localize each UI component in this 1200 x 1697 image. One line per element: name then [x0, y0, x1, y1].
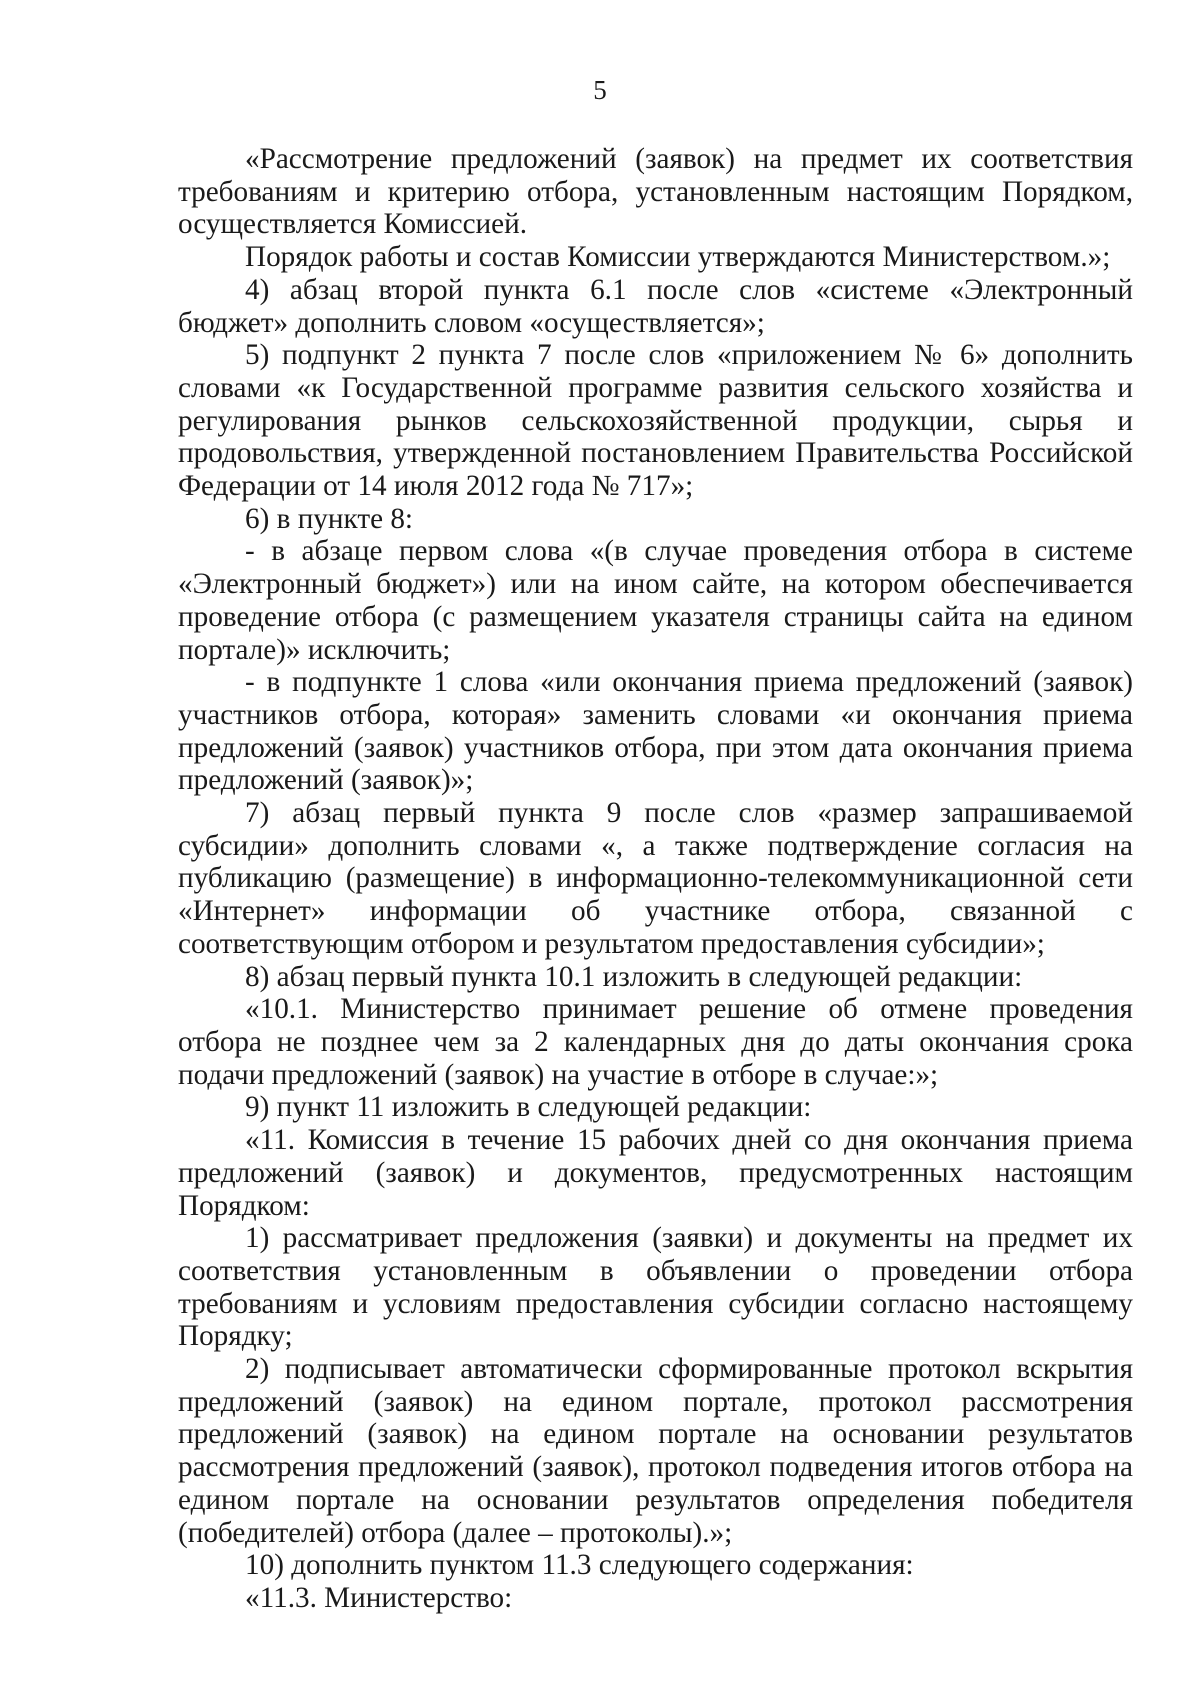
paragraph: Порядок работы и состав Комиссии утверждаются Министерством.»;	[245, 241, 1111, 274]
paragraph: 4) абзац второй пункта 6.1 после слов «системе «Электронный бюджет» дополнить словом «осуществляется»;	[178, 273, 1133, 339]
document-body	[178, 143, 1133, 1615]
paragraph: 6) в пункте 8:	[245, 502, 414, 535]
paragraph: 10) дополнить пунктом 11.3 следующего содержания:	[245, 1549, 914, 1582]
paragraph: 7) абзац первый пункта 9 после слов «размер запрашиваемой субсидии» дополнить словами «, а также подтверждение согласия на публикацию (размещение) в информационно-телекоммуникационной сети «Интернет» информации об участнике отбора, связанной с соответствующим отбором и результатом предоставления субсидии»;	[178, 797, 1133, 960]
page-number: 5	[593, 75, 607, 105]
paragraph: - в подпункте 1 слова «или окончания приема предложений (заявок) участников отбора, которая» заменить словами «и окончания приема предложений (заявок) участников отбора, при этом дата окончания приема предложений (заявок)»;	[178, 666, 1133, 797]
paragraph: «10.1. Министерство принимает решение об отмене проведения отбора не позднее чем за 2 календарных дня до даты окончания срока подачи предложений (заявок) на участие в отборе в случае:»;	[178, 993, 1133, 1091]
paragraph: «11. Комиссия в течение 15 рабочих дней со дня окончания приема предложений (заявок) и документов, предусмотренных настоящим Порядком:	[178, 1124, 1133, 1222]
paragraph: 9) пункт 11 изложить в следующей редакции:	[245, 1091, 812, 1124]
paragraph: 5) подпункт 2 пункта 7 после слов «приложением № 6» дополнить словами «к Государственной программе развития сельского хозяйства и регулирования рынков сельскохозяйственной продукции, сырья и продовольствия, утвержденной постановлением Правительства Российской Федерации от 14 июля 2012 года № 717»;	[178, 339, 1133, 503]
paragraph: «11.3. Министерство:	[245, 1581, 513, 1614]
paragraph: 1) рассматривает предложения (заявки) и документы на предмет их соответствия установленным в объявлении о проведении отбора требованиям и условиям предоставления субсидии согласно настоящему Порядку;	[178, 1222, 1133, 1353]
paragraph: «Рассмотрение предложений (заявок) на предмет их соответствия требованиям и критерию отбора, установленным настоящим Порядком, осуществляется Комиссией.	[178, 143, 1133, 241]
paragraph: - в абзаце первом слова «(в случае проведения отбора в системе «Электронный бюджет») или на ином сайте, на котором обеспечивается проведение отбора (с размещением указателя страницы сайта на едином портале)» исключить;	[178, 535, 1133, 666]
paragraph: 2) подписывает автоматически сформированные протокол вскрытия предложений (заявок) на едином портале, протокол рассмотрения предложений (заявок) на едином портале на основании результатов рассмотрения предложений (заявок), протокол подведения итогов отбора на едином портале на основании результатов определения победителя (победителей) отбора (далее – протоколы).»;	[178, 1353, 1133, 1549]
paragraph: 8) абзац первый пункта 10.1 изложить в следующей редакции:	[245, 960, 1023, 993]
